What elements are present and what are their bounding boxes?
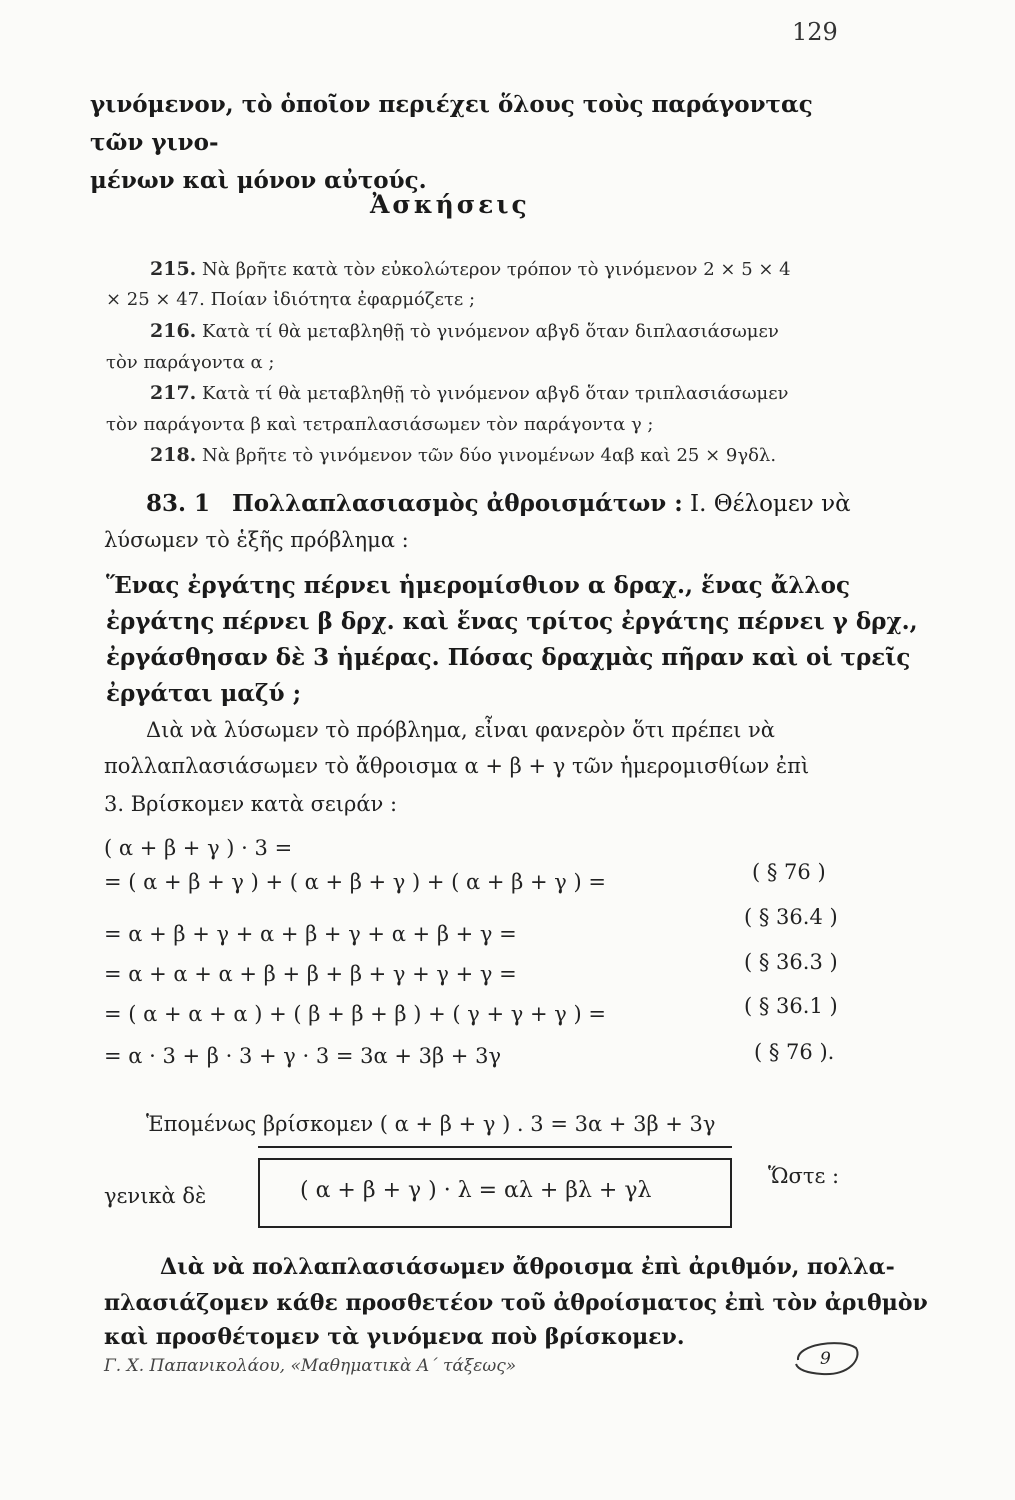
page-number: 129 xyxy=(792,18,838,46)
exercises-heading: Ἀσκήσεις xyxy=(370,190,530,219)
exercise-217-cont: τὸν παράγοντα β καὶ τετραπλασιάσωμεν τὸν παράγοντα γ ; xyxy=(106,414,654,435)
section-title: Πολλαπλασιασμὸς ἀθροισμάτων : xyxy=(231,490,683,517)
exercise-217 xyxy=(150,382,788,404)
exercise-text: Κατὰ τί θὰ μεταβληθῇ τὸ γινόμενον αβγδ ὅταν διπλασιάσωμεν xyxy=(202,321,779,342)
signature-number: 9 xyxy=(820,1349,831,1369)
intro-line-1: γινόμενον, τὸ ὁποῖον περιέχει ὅλους τοὺς παράγοντας τῶν γινο- xyxy=(90,91,813,156)
problem-line-4: ἐργάται μαζύ ; xyxy=(106,680,302,707)
equation-line: ( α + β + γ ) · 3 = xyxy=(104,836,293,860)
exercise-218 xyxy=(150,444,776,466)
solution-line-1: Διὰ νὰ λύσωμεν τὸ πρόβλημα, εἶναι φανερὸν ὅτι πρέπει νὰ xyxy=(146,718,775,742)
consequently-line: Ἑπομένως βρίσκομεν ( α + β + γ ) . 3 = 3α + 3β + 3γ xyxy=(146,1112,716,1136)
exercise-number: 215. xyxy=(150,258,197,280)
exercise-215 xyxy=(150,258,791,280)
exercise-number: 217. xyxy=(150,382,197,404)
section-number: 83. 1 xyxy=(146,490,211,517)
equation-reference: ( § 36.3 ) xyxy=(744,950,838,974)
general-label: γενικὰ δὲ xyxy=(104,1184,207,1208)
equation-line: = α + β + γ + α + β + γ + α + β + γ = xyxy=(104,922,517,946)
so-label: Ὥστε : xyxy=(768,1164,840,1188)
box-top-rule xyxy=(258,1146,732,1148)
section-83-title xyxy=(146,490,851,517)
signature-mark-icon xyxy=(792,1336,862,1380)
exercise-216 xyxy=(150,320,779,342)
equation-line: = ( α + α + α ) + ( β + β + β ) + ( γ + γ + γ ) = xyxy=(104,1002,606,1026)
equation-line: = ( α + β + γ ) + ( α + β + γ ) + ( α + β + γ ) = xyxy=(104,870,606,894)
equation-line: = α · 3 + β · 3 + γ · 3 = 3α + 3β + 3γ xyxy=(104,1044,501,1068)
equation-reference: ( § 36.1 ) xyxy=(744,994,838,1018)
problem-line-2: ἐργάτης πέρνει β δρχ. καὶ ἕνας τρίτος ἐργάτης πέρνει γ δρχ., xyxy=(106,608,918,635)
equation-reference: ( § 76 ). xyxy=(754,1040,835,1064)
equation-line: = α + α + α + β + β + β + γ + γ + γ = xyxy=(104,962,517,986)
equation-reference: ( § 76 ) xyxy=(752,860,826,884)
exercise-text: Κατὰ τί θὰ μεταβληθῇ τὸ γινόμενον αβγδ ὅταν τριπλασιάσωμεν xyxy=(202,383,789,404)
section-83-line2: λύσωμεν τὸ ἑξῆς πρόβλημα : xyxy=(104,528,409,552)
solution-line-2: πολλαπλασιάσωμεν τὸ ἄθροισμα α + β + γ τῶν ἡμερομισθίων ἐπὶ xyxy=(104,754,810,778)
footer-citation: Γ. Χ. Παπανικολάου, «Μαθηματικὰ Α΄ τάξεως» xyxy=(104,1356,517,1376)
section-title-rest: I. Θέλομεν νὰ xyxy=(690,491,851,517)
boxed-formula: ( α + β + γ ) · λ = αλ + βλ + γλ xyxy=(300,1178,652,1203)
exercise-number: 216. xyxy=(150,320,197,342)
intro-line-2: μένων καὶ μόνον αὐτούς. xyxy=(90,167,427,194)
signature-mark xyxy=(792,1336,862,1384)
exercise-text: Νὰ βρῆτε τὸ γινόμενον τῶν δύο γινομένων 4αβ καὶ 25 × 9γδλ. xyxy=(202,445,777,466)
problem-line-1: Ἕνας ἐργάτης πέρνει ἡμερομίσθιον α δραχ., ἕνας ἄλλος xyxy=(106,572,850,599)
rule-line-1: Διὰ νὰ πολλαπλασιάσωμεν ἄθροισμα ἐπὶ ἀριθμόν, πολλα- xyxy=(160,1254,895,1280)
exercise-216-cont: τὸν παράγοντα α ; xyxy=(106,352,275,373)
rule-line-2: πλασιάζομεν κάθε προσθετέον τοῦ ἀθροίσματος ἐπὶ τὸν ἀριθμὸν xyxy=(104,1290,928,1316)
exercise-number: 218. xyxy=(150,444,197,466)
problem-line-3: ἐργάσθησαν δὲ 3 ἡμέρας. Πόσας δραχμὰς πῆραν καὶ οἱ τρεῖς xyxy=(106,644,911,671)
exercise-text: Νὰ βρῆτε κατὰ τὸν εὐκολώτερον τρόπον τὸ γινόμενον 2 × 5 × 4 xyxy=(202,259,791,280)
exercise-215-cont: × 25 × 47. Ποίαν ἰδιότητα ἐφαρμόζετε ; xyxy=(106,289,476,310)
rule-line-3: καὶ προσθέτομεν τὰ γινόμενα ποὺ βρίσκομεν. xyxy=(104,1324,685,1350)
equation-reference: ( § 36.4 ) xyxy=(744,905,838,929)
solution-line-3: 3. Βρίσκομεν κατὰ σειράν : xyxy=(104,792,398,816)
intro-paragraph xyxy=(90,86,850,200)
